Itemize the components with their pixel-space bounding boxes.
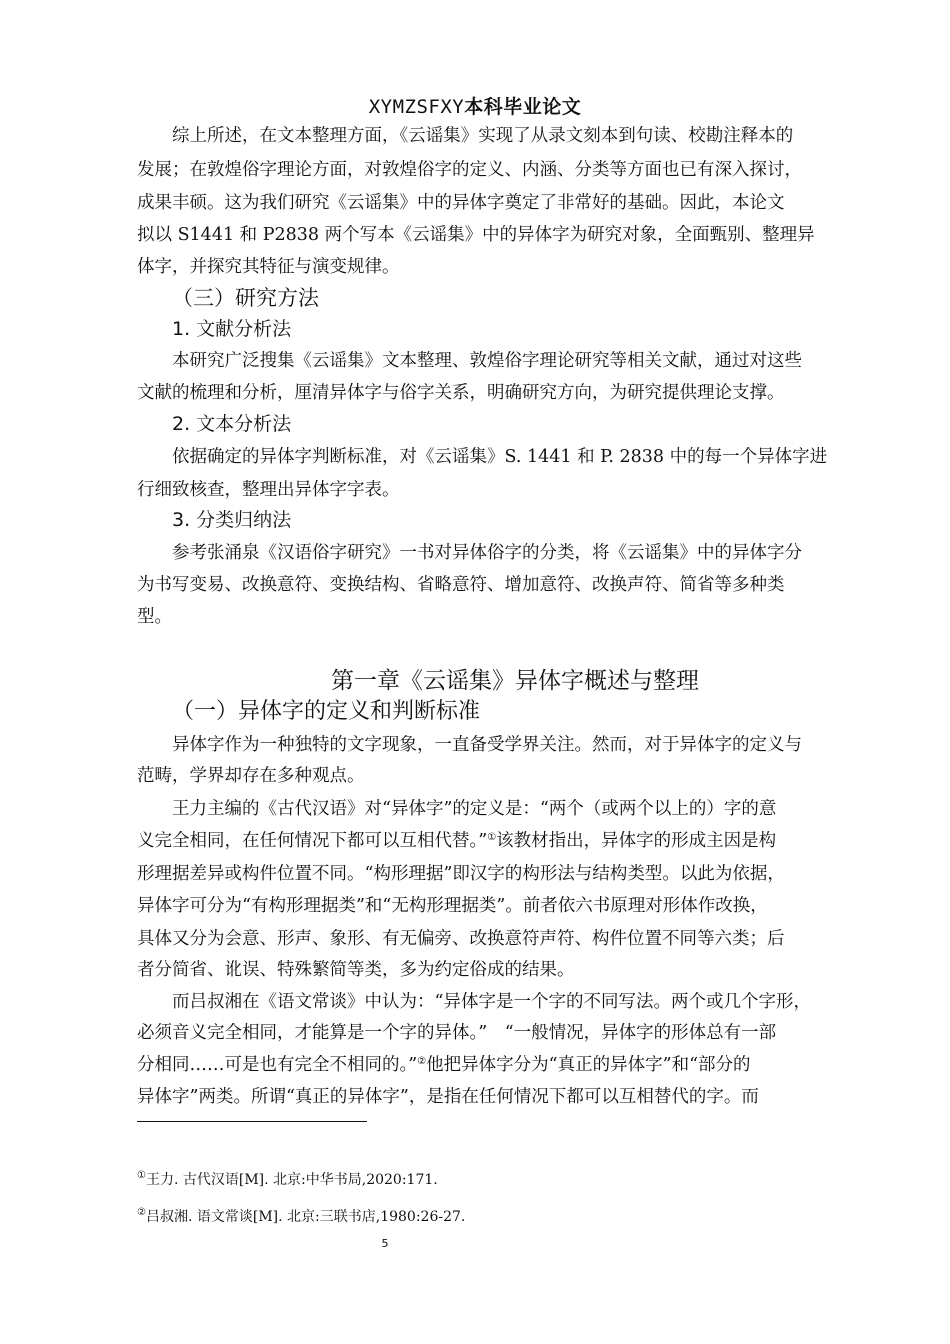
footnote-ref-2[interactable]: ② bbox=[417, 1056, 427, 1067]
footnote-1 bbox=[137, 1172, 438, 1188]
footnote-separator bbox=[137, 1121, 367, 1122]
para-2-line-2-a: 义完全相同，在任何情况下都可以互相代替。” bbox=[137, 831, 488, 851]
running-header bbox=[0, 92, 950, 119]
para-2-line-3: 形理据差异或构件位置不同。“构形理据”即汉字的构形法与结构类型。以此为依据， bbox=[137, 864, 785, 884]
para-2-line-4: 异体字可分为“有构形理据类”和“无构形理据类”。前者依六书原理对形体作改换， bbox=[137, 896, 768, 916]
footnote-1-mark: ① bbox=[137, 1170, 146, 1181]
para-3-line-1: 而吕叔湘在《语文常谈》中认为：“异体字是一个字的不同写法。两个或几个字形， bbox=[172, 992, 811, 1012]
footnote-1-text: 王力. 古代汉语[M]. 北京:中华书局,2020:171. bbox=[145, 1172, 438, 1188]
para-2-line-6: 者分简省、讹误、特殊繁简等类，多为约定俗成的结果。 bbox=[137, 960, 575, 980]
header-code: XYMZSFXY bbox=[368, 96, 465, 118]
para-3-line-2: 必须音义完全相同，才能算是一个字的异体。” “一般情况，异体字的形体总有一部 bbox=[137, 1023, 777, 1043]
para-3-line-3 bbox=[137, 1055, 751, 1075]
method-1-title: 1. 文献分析法 bbox=[172, 318, 292, 340]
section-heading: （一）异体字的定义和判断标准 bbox=[172, 699, 481, 724]
footnote-2-mark: ② bbox=[137, 1207, 146, 1218]
intro-line-1: 综上所述，在文本整理方面，《云谣集》实现了从录文刻本到句读、校勘注释本的 bbox=[172, 126, 794, 146]
chapter-title: 第一章《云谣集》异体字概述与整理 bbox=[331, 668, 699, 694]
intro-line-4: 拟以 S1441 和 P2838 两个写本《云谣集》中的异体字为研究对象，全面甄别、整理异 bbox=[137, 225, 815, 245]
para-1-line-2: 范畴，学界却存在多种观点。 bbox=[137, 766, 365, 786]
header-label: 本科毕业论文 bbox=[464, 96, 582, 118]
intro-line-3: 成果丰硕。这为我们研究《云谣集》中的异体字奠定了非常好的基础。因此，本论文 bbox=[137, 193, 785, 213]
footnote-2 bbox=[137, 1209, 465, 1225]
method-2-line-1: 依据确定的异体字判断标准，对《云谣集》S. 1441 和 P. 2838 中的每一个异体字进 bbox=[172, 447, 828, 467]
para-2-line-2-b: 该教材指出，异体字的形成主因是构 bbox=[496, 831, 777, 851]
para-3-line-3-a: 分相同……可是也有完全不相同的。” bbox=[137, 1055, 418, 1075]
method-1-line-2: 文献的梳理和分析，厘清异体字与俗字关系，明确研究方向，为研究提供理论支撑。 bbox=[137, 383, 785, 403]
footnote-ref-1[interactable]: ① bbox=[487, 832, 497, 843]
method-3-line-2: 为书写变易、改换意符、变换结构、省略意符、增加意符、改换声符、简省等多种类 bbox=[137, 575, 785, 595]
method-1-line-1: 本研究广泛搜集《云谣集》文本整理、敦煌俗字理论研究等相关文献，通过对这些 bbox=[172, 351, 802, 371]
intro-line-2: 发展；在敦煌俗字理论方面，对敦煌俗字的定义、内涵、分类等方面也已有深入探讨， bbox=[137, 160, 802, 180]
method-3-line-1: 参考张涌泉《汉语俗字研究》一书对异体俗字的分类，将《云谣集》中的异体字分 bbox=[172, 543, 802, 563]
para-2-line-2 bbox=[137, 831, 776, 851]
intro-line-5: 体字，并探究其特征与演变规律。 bbox=[137, 257, 400, 277]
para-3-line-4: 异体字”两类。所谓“真正的异体字”，是指在任何情况下都可以互相替代的字。而 bbox=[137, 1087, 759, 1107]
method-2-line-2: 行细致核查，整理出异体字字表。 bbox=[137, 480, 400, 500]
para-3-line-3-b: 他把异体字分为“真正的异体字”和“部分的 bbox=[426, 1055, 751, 1075]
method-3-title: 3. 分类归纳法 bbox=[172, 509, 292, 531]
para-2-line-5: 具体又分为会意、形声、象形、有无偏旁、改换意符声符、构件位置不同等六类；后 bbox=[137, 929, 785, 949]
page-number: 5 bbox=[381, 1237, 389, 1250]
method-2-title: 2. 文本分析法 bbox=[172, 413, 292, 435]
method-3-line-3: 型。 bbox=[137, 607, 172, 627]
methods-heading: （三）研究方法 bbox=[172, 286, 319, 310]
footnote-2-text: 吕叔湘. 语文常谈[M]. 北京:三联书店,1980:26-27. bbox=[145, 1209, 466, 1225]
para-1-line-1: 异体字作为一种独特的文字现象，一直备受学界关注。然而，对于异体字的定义与 bbox=[172, 735, 802, 755]
para-2-line-1: 王力主编的《古代汉语》对“异体字”的定义是：“两个（或两个以上的）字的意 bbox=[172, 799, 777, 819]
